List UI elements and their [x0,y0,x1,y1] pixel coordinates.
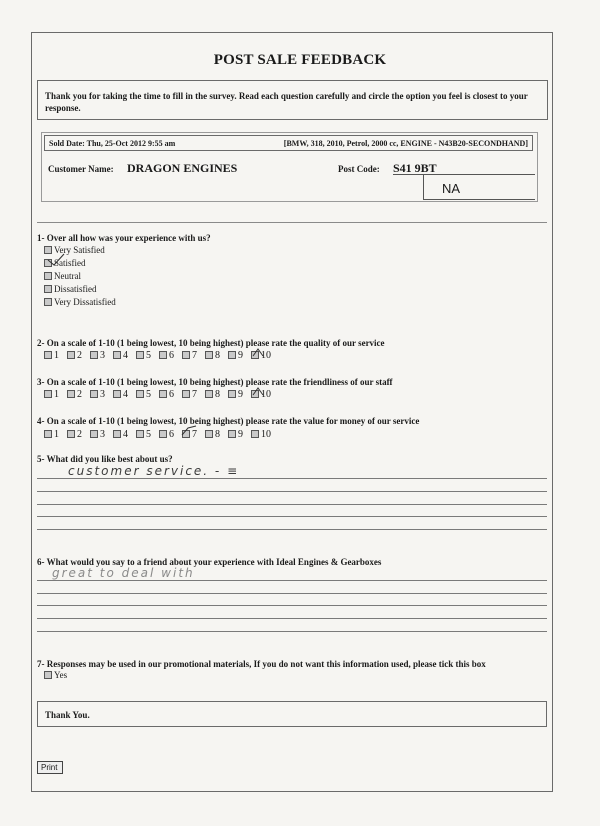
q1-option-very-satisfied[interactable]: Very Satisfied [44,245,105,255]
scale-option[interactable]: 1 [44,348,67,359]
scale-option-selected[interactable]: 10 [251,387,274,398]
scale-option-selected[interactable]: 10 [251,348,274,359]
q6-handwritten-answer: great to deal with [52,566,195,580]
scale-option[interactable]: 5 [136,427,159,438]
page-title: POST SALE FEEDBACK [213,52,387,68]
scale-option[interactable]: 4 [113,387,136,398]
scale-option[interactable]: 5 [136,387,159,398]
q1-option-satisfied[interactable]: Satisfied [44,258,86,268]
q2-tick-mark [253,349,263,356]
scale-option-selected[interactable]: 7 [182,427,205,438]
scale-option[interactable]: 2 [67,427,90,438]
scale-option[interactable]: 6 [159,348,182,359]
thank-you-box: Thank You. [37,701,547,727]
scale-option[interactable]: 9 [228,427,251,438]
scale-option[interactable]: 8 [205,427,228,438]
q1-tick-mark [48,254,64,265]
postcode-label: Post Code: [338,164,380,174]
q7-option-yes[interactable]: Yes [44,670,67,680]
scale-option[interactable]: 3 [90,427,113,438]
na-field: NA [423,175,535,200]
scale-option[interactable]: 6 [159,427,182,438]
question-3: 3- On a scale of 1-10 (1 being lowest, 10 being highest) please rate the friendliness of our staff [37,377,393,387]
scale-option[interactable]: 1 [44,387,67,398]
postcode-value: S41 9BT [393,161,437,175]
q1-option-dissatisfied[interactable]: Dissatisfied [44,284,97,294]
customer-label: Customer Name: [48,164,114,174]
customer-name: DRAGON ENGINES [127,161,238,175]
scale-option[interactable]: 3 [90,348,113,359]
question-1: 1- Over all how was your experience with us? [37,233,211,243]
scale-option[interactable]: 7 [182,387,205,398]
question-5: 5- What did you like best about us? [37,454,173,464]
q5-handwritten-answer: customer service. - ≡ [68,464,240,478]
scale-option[interactable]: 9 [228,387,251,398]
scale-option[interactable]: 1 [44,427,67,438]
scale-option[interactable]: 2 [67,387,90,398]
scale-option[interactable]: 8 [205,387,228,398]
scale-option[interactable]: 10 [251,427,274,438]
scale-option[interactable]: 2 [67,348,90,359]
scale-option[interactable]: 4 [113,427,136,438]
question-2: 2- On a scale of 1-10 (1 being lowest, 10 being highest) please rate the quality of our service [37,338,385,348]
scale-option[interactable]: 6 [159,387,182,398]
scale-option[interactable]: 4 [113,348,136,359]
print-button[interactable]: Print [37,761,63,774]
scale-option[interactable]: 3 [90,387,113,398]
q1-option-neutral[interactable]: Neutral [44,271,81,281]
scale-option[interactable]: 7 [182,348,205,359]
question-4: 4- On a scale of 1-10 (1 being lowest, 10 being highest) please rate the value for money of our service [37,416,420,426]
question-7: 7- Responses may be used in our promotional materials, If you do not want this information used, please tick this box [37,659,486,669]
scale-option[interactable]: 8 [205,348,228,359]
vehicle-details: [BMW, 318, 2010, Petrol, 2000 cc, ENGINE - N43B20-SECONDHAND] [283,139,528,148]
scale-option[interactable]: 5 [136,348,159,359]
q1-option-very-dissatisfied[interactable]: Very Dissatisfied [44,297,116,307]
scale-option[interactable]: 9 [228,348,251,359]
q4-tick-mark [182,426,196,435]
intro-text: Thank you for taking the time to fill in the survey. Read each question carefully and circle the option you feel is closest to your response. [37,80,548,120]
sold-date: Sold Date: Thu, 25-Oct 2012 9:55 am [49,139,176,148]
q3-tick-mark [253,388,263,395]
question-6: 6- What would you say to a friend about your experience with Ideal Engines & Gearboxes [37,557,382,567]
